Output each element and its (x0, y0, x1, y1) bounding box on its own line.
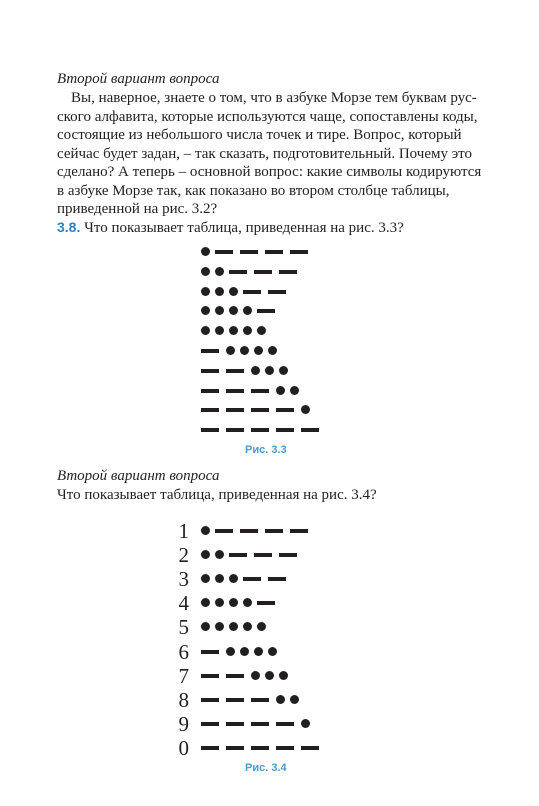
question-text: Что показывает таблица, приведенная на рис. 3.4? (57, 487, 377, 503)
morse-dash (265, 250, 283, 254)
morse-dash (243, 577, 261, 581)
morse-dot (254, 647, 263, 656)
morse-dot (229, 598, 238, 607)
morse-dot (279, 671, 288, 680)
paragraph-line: Вы, наверное, знаете о том, что в азбуке Морзе тем буквам рус- (71, 90, 477, 106)
morse-dash (251, 408, 269, 412)
question-number: 3.8. (57, 219, 81, 235)
morse-dot (257, 622, 266, 631)
morse-dot (243, 306, 252, 315)
morse-dot (290, 386, 299, 395)
morse-dot (215, 622, 224, 631)
morse-dash (201, 408, 219, 412)
morse-digit: 1 (178, 519, 189, 543)
morse-dot (290, 695, 299, 704)
morse-dot (201, 287, 210, 296)
morse-dash (226, 428, 244, 432)
morse-dash (226, 389, 244, 393)
morse-dash (226, 698, 244, 702)
morse-dot (254, 346, 263, 355)
morse-digit: 6 (178, 639, 189, 664)
morse-digit: 5 (178, 615, 189, 640)
morse-dot (215, 287, 224, 296)
paragraph-line: сделано? А теперь – основной вопрос: какие символы кодируются (57, 164, 482, 180)
morse-dash (243, 290, 261, 294)
morse-dot (240, 346, 249, 355)
morse-dash (290, 529, 308, 533)
morse-dash (215, 250, 233, 254)
morse-dash (279, 553, 297, 557)
section-subhead: Второй вариант вопроса (57, 468, 220, 484)
morse-dash (201, 650, 219, 654)
morse-dash (251, 698, 269, 702)
morse-dash (265, 529, 283, 533)
morse-dot (226, 647, 235, 656)
morse-dash (254, 270, 272, 274)
morse-dot (276, 386, 285, 395)
morse-dot (201, 306, 210, 315)
morse-digit: 3 (178, 567, 189, 592)
morse-dot (279, 366, 288, 375)
morse-dot (251, 671, 260, 680)
morse-dash (276, 408, 294, 412)
morse-digit: 2 (178, 543, 189, 568)
morse-dot (243, 598, 252, 607)
morse-dot (215, 306, 224, 315)
morse-dot (201, 598, 210, 607)
morse-digit: 0 (178, 735, 189, 760)
morse-dot (201, 622, 210, 631)
morse-digit: 4 (178, 591, 189, 616)
morse-dash (268, 290, 286, 294)
figure-caption: Рис. 3.3 (245, 444, 287, 456)
morse-dash (226, 408, 244, 412)
morse-dash (251, 746, 269, 750)
morse-dash (226, 722, 244, 726)
morse-dash (201, 349, 219, 353)
morse-digit: 9 (178, 711, 189, 736)
morse-dash (240, 529, 258, 533)
morse-dash (251, 389, 269, 393)
morse-dash (301, 428, 319, 432)
morse-dash (276, 722, 294, 726)
morse-dot (226, 346, 235, 355)
morse-dot (201, 247, 210, 256)
morse-dot (201, 550, 210, 559)
paragraph-line: сейчас будет задан, – так сказать, подготовительный. Почему это (57, 145, 473, 162)
morse-dash (257, 309, 275, 313)
morse-dot (201, 326, 210, 335)
paragraph-line: приведенной на рис. 3.2? (57, 201, 218, 217)
figure-caption: Рис. 3.4 (245, 762, 287, 774)
morse-dot (229, 326, 238, 335)
morse-dot (265, 366, 274, 375)
morse-dot (215, 550, 224, 559)
morse-dash (226, 746, 244, 750)
morse-dash (257, 601, 275, 605)
morse-dot (201, 574, 210, 583)
morse-dot (240, 647, 249, 656)
morse-dash (201, 674, 219, 678)
morse-dash (301, 746, 319, 750)
morse-dash (276, 746, 294, 750)
morse-dash (201, 722, 219, 726)
paragraph-line: ского алфавита, которые используются чаще, сопоставлены коды, (57, 108, 478, 125)
morse-dot (215, 598, 224, 607)
morse-dot (201, 267, 210, 276)
morse-dot (215, 326, 224, 335)
morse-dash (240, 250, 258, 254)
morse-dash (215, 529, 233, 533)
morse-dot (243, 326, 252, 335)
morse-dash (268, 577, 286, 581)
morse-dash (229, 270, 247, 274)
morse-dot (229, 622, 238, 631)
morse-dot (215, 267, 224, 276)
section-subhead: Второй вариант вопроса (57, 71, 220, 87)
morse-dash (279, 270, 297, 274)
morse-dot (251, 366, 260, 375)
morse-dot (276, 695, 285, 704)
morse-dot (215, 574, 224, 583)
morse-dash (276, 428, 294, 432)
morse-dot (268, 647, 277, 656)
morse-dash (201, 428, 219, 432)
morse-digit: 7 (178, 663, 189, 688)
morse-dash (201, 746, 219, 750)
morse-dash (251, 722, 269, 726)
morse-dot (201, 526, 210, 535)
morse-dot (243, 622, 252, 631)
paragraph-line: состоящие из небольшого числа точек и тире. Вопрос, который (57, 127, 462, 143)
morse-dot (229, 574, 238, 583)
morse-dot (265, 671, 274, 680)
morse-dot (229, 306, 238, 315)
morse-dash (254, 553, 272, 557)
morse-dot (268, 346, 277, 355)
morse-dash (229, 553, 247, 557)
morse-dot (301, 405, 310, 414)
morse-dash (226, 674, 244, 678)
question-3-8 (57, 218, 404, 237)
morse-dot (301, 719, 310, 728)
morse-dot (257, 326, 266, 335)
morse-dash (201, 369, 219, 373)
morse-dot (229, 287, 238, 296)
morse-dash (201, 698, 219, 702)
morse-dash (226, 369, 244, 373)
paragraph-line: в азбуке Морзе так, как показано во втором столбце таблицы, (57, 182, 450, 199)
morse-dash (290, 250, 308, 254)
morse-dash (201, 389, 219, 393)
morse-dash (251, 428, 269, 432)
morse-digit: 8 (178, 687, 189, 712)
question-text: Что показывает таблица, приведенная на рис. 3.3? (84, 220, 404, 236)
